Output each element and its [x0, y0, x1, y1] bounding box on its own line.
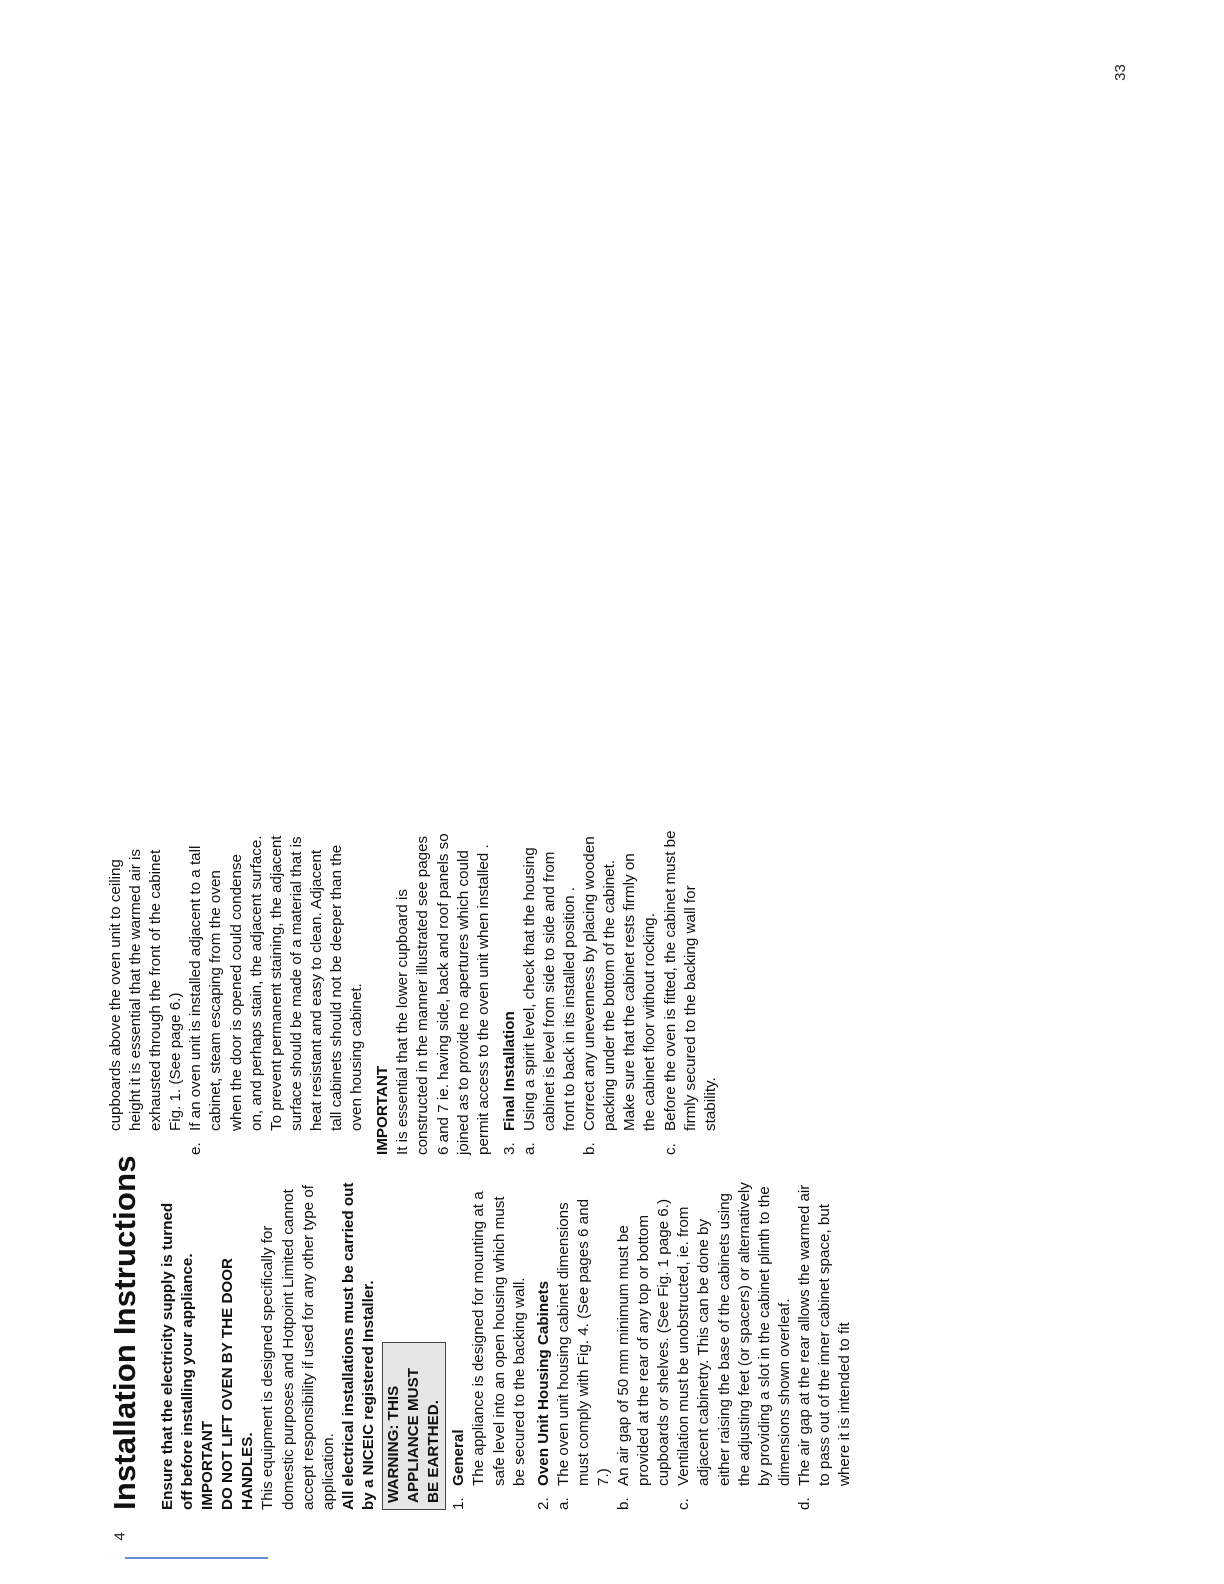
item-label: c.	[661, 1143, 679, 1155]
item-text: The oven unit housing cabinet dimensions must comply with Fig. 4. (See pages 6 and 7.)	[554, 1198, 612, 1486]
column-right	[106, 830, 721, 1155]
domestic-use-text: This equipment is designed specifically for domestic purposes and Hotpoint Limited cannot accept responsibility if used for any other type of application.	[259, 1184, 337, 1510]
list-item	[580, 830, 660, 1155]
section-number: 1.	[450, 1497, 468, 1510]
list-item	[795, 1180, 855, 1510]
item-label: d.	[795, 1497, 813, 1510]
item-text: An air gap of 50 mm minimum must be provided at the rear of any top or bottom cupboards or shelves. (See Fig. 1 page 6.)	[615, 1198, 673, 1486]
item-label: a.	[554, 1497, 572, 1510]
continuation-text: cupboards above the oven unit to ceiling height it is essential that the warmed air is exhausted through the front of the cabinet Fig. 1. (See page 6.)	[107, 849, 185, 1131]
item-text: Ventilation must be unobstructed, ie. from adjacent cabinetry. This can be done by either raising the base of the cabinets using the adjusting feet (or spacers) or alternatively by providing a slot in the cabinet plinth to the dimensions shown overleaf.	[675, 1182, 793, 1486]
door-handle-warning: DO NOT LIFT OVEN BY THE DOOR HANDLES.	[219, 1257, 257, 1510]
item-label: e.	[187, 1142, 205, 1155]
item-text: Correct any unevenness by placing wooden packing under the bottom of the cabinet. Make sure that the cabinet rests firmly on the cabinet floor without rocking.	[581, 836, 659, 1131]
decorative-rule	[125, 1557, 268, 1559]
item-label: b.	[581, 1142, 599, 1155]
item-text: The air gap at the rear allows the warmed air to pass out of the inner cabinet space, but where it is intended to fit	[795, 1184, 854, 1486]
page-number-top: 33	[1111, 64, 1129, 81]
list-item	[520, 830, 580, 1155]
general-text: The appliance is designed for mounting at a safe level into an open housing which must be secured to the backing wall.	[470, 1191, 528, 1486]
list-item	[186, 830, 367, 1155]
section-title: Oven Unit Housing Cabinets	[534, 1280, 552, 1486]
intro-warning: Ensure that the electricity supply is turned off before installing your appliance.	[159, 1202, 197, 1510]
column-left	[158, 1180, 855, 1510]
section-title: General	[450, 1429, 468, 1486]
important-label: IMPORTANT	[374, 1065, 392, 1155]
item-label: b.	[615, 1497, 633, 1510]
item-label: c.	[675, 1498, 693, 1510]
section-title: Final Installation	[500, 1011, 518, 1131]
page-number-bottom: 4	[111, 1532, 129, 1541]
list-item	[661, 830, 721, 1155]
list-item	[554, 1180, 614, 1510]
important-label: IMPORTANT	[199, 1420, 217, 1510]
electrical-notice: All electrical installations must be carried out by a NICEIC registered Installer.	[339, 1182, 377, 1510]
item-text: Before the oven is fitted, the cabinet must be firmly secured to the backing wall for stability.	[661, 830, 719, 1131]
list-item	[614, 1180, 674, 1510]
item-label: a.	[520, 1142, 538, 1155]
earthing-warning-box: WARNING: THIS APPLIANCE MUST BE EARTHED.	[382, 1342, 446, 1510]
section-number: 3.	[500, 1142, 518, 1155]
important-text: It is essential that the lower cupboard is constructed in the manner illustrated see pages 6 and 7 ie. having side, back and roof panels so joined as to provide no apertures which could permit access to the oven unit when installed .	[394, 833, 492, 1155]
section-number: 2.	[534, 1497, 552, 1510]
list-item	[674, 1180, 795, 1510]
rotated-page-content	[106, 830, 1076, 1510]
item-text: If an oven unit is installed adjacent to a tall cabinet, steam escaping from the oven when the door is opened could condense on, and perhaps stain, the adjacent surface. To prevent permanent staining, the adjacent surface should be made of a material that is heat resistant and easy to clean. Adjacent tall cabinets should not be deeper than the oven housing cabinet.	[187, 835, 366, 1131]
item-text: Using a spirit level, check that the housing cabinet is level from side to side and from front to back in its installed position .	[520, 847, 579, 1131]
page-title: Installation Instructions	[107, 1155, 142, 1510]
section-final-installation	[500, 830, 520, 1155]
section-general	[449, 1180, 469, 1510]
section-housing-cabinets	[534, 1180, 554, 1510]
